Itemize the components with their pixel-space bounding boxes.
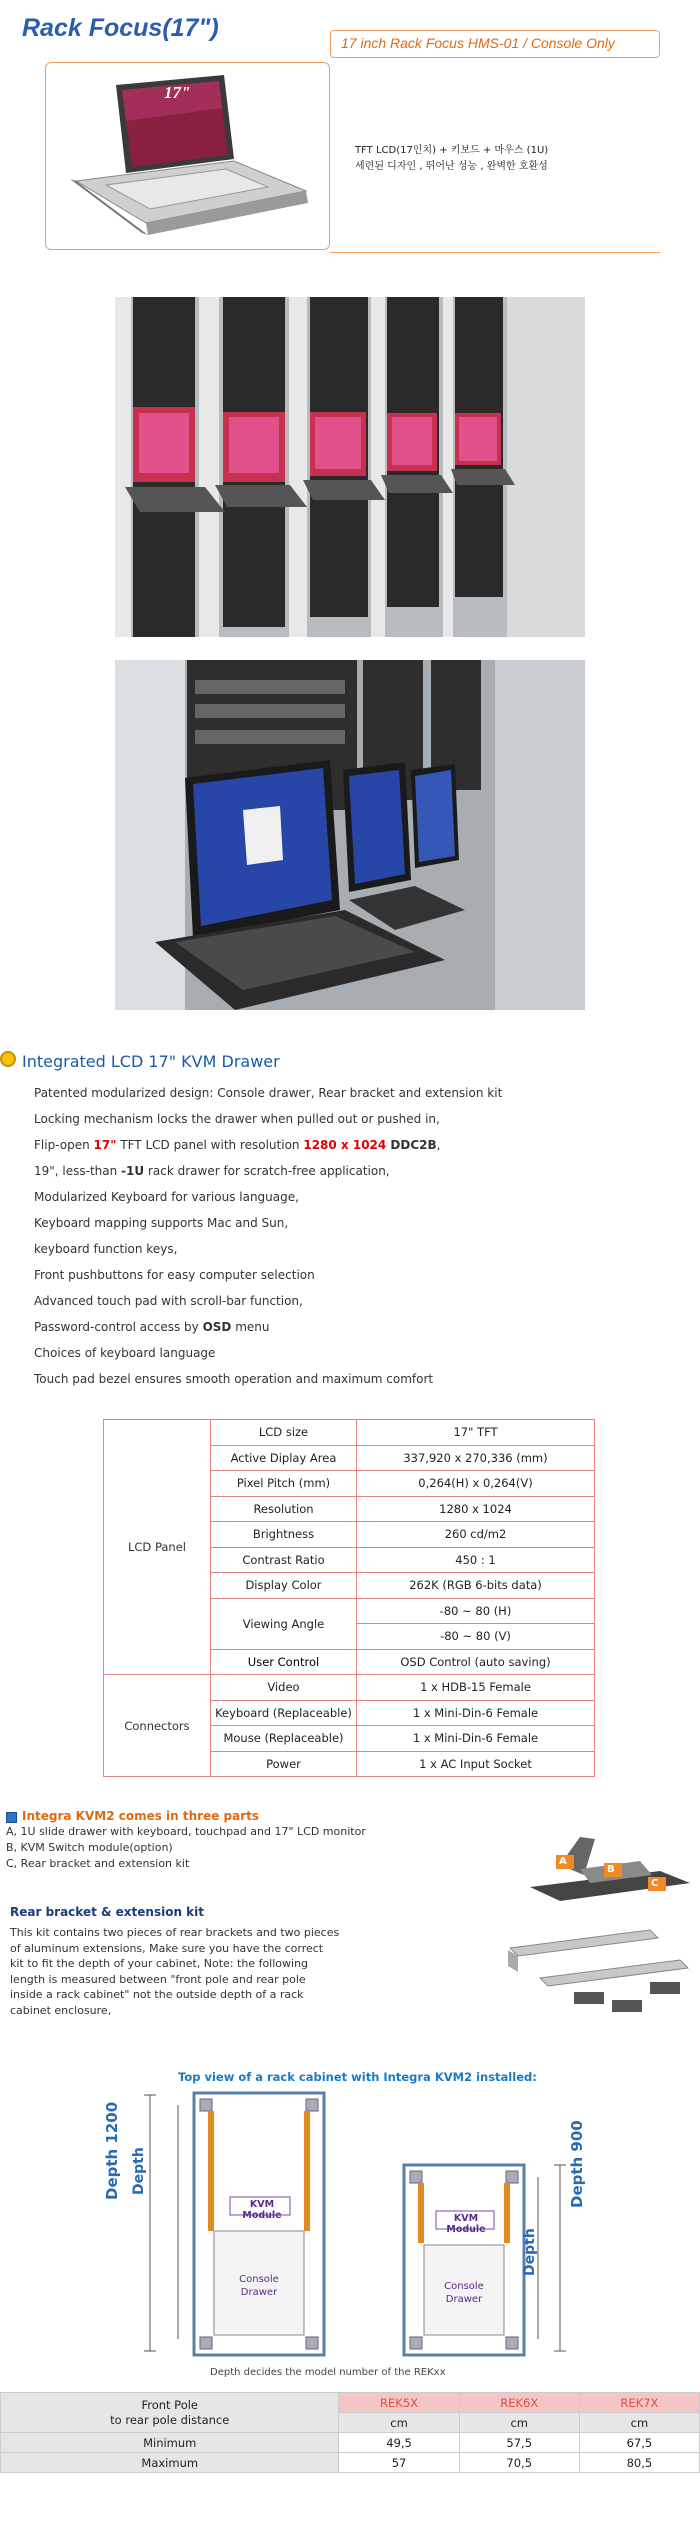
feature-item: Choices of keyboard language	[34, 1346, 216, 1360]
spec-group-label: Connectors	[104, 1675, 211, 1777]
console-drawer-label-left: Console Drawer	[239, 2274, 279, 2298]
table-row	[104, 1675, 595, 1701]
depth-1200-label: Depth 1200	[103, 2101, 121, 2200]
feature-item: Modularized Keyboard for various language,	[34, 1190, 299, 1204]
parts-bullet-icon	[6, 1812, 17, 1823]
rek-value: 67,5	[579, 2433, 699, 2453]
feature-item: Touch pad bezel ensures smooth operation and maximum comfort	[34, 1372, 434, 1386]
spec-label: Pixel Pitch (mm)	[211, 1471, 357, 1497]
spec-label: Brightness	[211, 1522, 357, 1548]
product-desc-line1: TFT LCD(17인치) + 키보드 + 마우스 (1U)	[355, 145, 549, 156]
spec-label: Contrast Ratio	[211, 1547, 357, 1573]
spec-table	[103, 1419, 595, 1777]
spec-value: 1 x Mini-Din-6 Female	[357, 1700, 595, 1726]
spec-label: Resolution	[211, 1496, 357, 1522]
table-row	[1, 2453, 700, 2473]
section-bullet-icon	[0, 1051, 16, 1067]
rek-model: REK7X	[579, 2393, 699, 2413]
diagram-note: Depth decides the model number of the REKxx	[210, 2367, 446, 2378]
model-subtitle: 17 inch Rack Focus HMS-01 / Console Only	[330, 30, 660, 58]
rek-unit: cm	[339, 2413, 459, 2433]
rear-bracket-illustration	[500, 1920, 700, 2030]
feature-item: 19", less-than -1U rack drawer for scratch-free application,	[34, 1164, 390, 1178]
feature-item: keyboard function keys,	[34, 1242, 178, 1256]
rek-value: 70,5	[459, 2453, 579, 2473]
spec-value: 1280 x 1024	[357, 1496, 595, 1522]
spec-label: Video	[211, 1675, 357, 1701]
rack-row-photo	[115, 297, 585, 637]
rek-value: 57	[339, 2453, 459, 2473]
rek-row-label: Minimum	[1, 2433, 339, 2453]
feature-item: Keyboard mapping supports Mac and Sun,	[34, 1216, 289, 1230]
parts-title: Integra KVM2 comes in three parts	[22, 1809, 260, 1823]
rek-value: 57,5	[459, 2433, 579, 2453]
part-label-a: A	[559, 1856, 567, 1867]
spec-value: OSD Control (auto saving)	[357, 1649, 595, 1675]
spec-group-label: LCD Panel	[104, 1420, 211, 1675]
rek-unit: cm	[459, 2413, 579, 2433]
spec-value: 1 x HDB-15 Female	[357, 1675, 595, 1701]
section-title: Integrated LCD 17" KVM Drawer	[22, 1052, 280, 1071]
spec-value: 1 x Mini-Din-6 Female	[357, 1726, 595, 1752]
part-line: C, Rear bracket and extension kit	[6, 1857, 190, 1870]
rear-bracket-text: This kit contains two pieces of rear brackets and two pieces of aluminum extensions, Make sure you have the correct kit to fit the depth of your cabinet, Note: the following length is measured between "front pole and rear pole inside a rack cabinet" not the outside depth of a rack cabinet enclosure,	[10, 1926, 340, 2017]
table-row	[104, 1420, 595, 1446]
page-title: Rack Focus(17")	[22, 14, 219, 42]
part-label-b: B	[607, 1864, 615, 1875]
spec-value: 262K (RGB 6-bits data)	[357, 1573, 595, 1599]
rack-closeup-photo	[115, 660, 585, 1010]
rek-value: 49,5	[339, 2433, 459, 2453]
product-photo-frame	[45, 62, 330, 250]
spec-value: -80 ~ 80 (V)	[357, 1624, 595, 1650]
rek-model: REK5X	[339, 2393, 459, 2413]
spec-label: Active Diplay Area	[211, 1445, 357, 1471]
kvm-module-label-left: KVM Module	[242, 2199, 282, 2221]
spec-value: 450 : 1	[357, 1547, 595, 1573]
depth-left-inner-label: Depth	[131, 2147, 147, 2195]
spec-value: 260 cd/m2	[357, 1522, 595, 1548]
spec-label: Display Color	[211, 1573, 357, 1599]
rek-model-table	[0, 2392, 700, 2473]
product-desc-line2: 세련된 디자인 , 뛰어난 성능 , 완벽한 호환성	[355, 161, 548, 172]
rek-value: 80,5	[579, 2453, 699, 2473]
console-drawer-label-right: Console Drawer	[444, 2281, 484, 2305]
rek-header-label: Front Pole to rear pole distance	[1, 2393, 339, 2433]
diagram-caption: Top view of a rack cabinet with Integra KVM2 installed:	[178, 2070, 537, 2084]
feature-item: Front pushbuttons for easy computer selection	[34, 1268, 315, 1282]
depth-900-label: Depth 900	[568, 2120, 586, 2208]
spec-label: Keyboard (Replaceable)	[211, 1700, 357, 1726]
spec-label: Power	[211, 1751, 357, 1777]
spec-value: 337,920 x 270,336 (mm)	[357, 1445, 595, 1471]
spec-label: Viewing Angle	[211, 1598, 357, 1649]
spec-value: 0,264(H) x 0,264(V)	[357, 1471, 595, 1497]
rek-model: REK6X	[459, 2393, 579, 2413]
feature-item: Advanced touch pad with scroll-bar function,	[34, 1294, 303, 1308]
spec-label: LCD size	[211, 1420, 357, 1446]
depth-right-inner-label: Depth	[522, 2228, 538, 2276]
rear-bracket-title: Rear bracket & extension kit	[10, 1905, 204, 1919]
feature-item: Flip-open 17" TFT LCD panel with resolution 1280 x 1024 DDC2B,	[34, 1138, 441, 1152]
kvm-module-label-right: KVM Module	[446, 2213, 486, 2235]
table-row	[1, 2433, 700, 2453]
spec-value: -80 ~ 80 (H)	[357, 1598, 595, 1624]
part-line: A, 1U slide drawer with keyboard, touchpad and 17" LCD monitor	[6, 1825, 366, 1838]
product-size-badge: 17"	[164, 83, 191, 102]
feature-item: Password-control access by OSD menu	[34, 1320, 270, 1334]
header-divider	[330, 252, 660, 253]
spec-label: User Control	[211, 1649, 357, 1675]
product-description	[355, 143, 548, 175]
table-row	[1, 2393, 700, 2413]
feature-item: Locking mechanism locks the drawer when pulled out or pushed in,	[34, 1112, 440, 1126]
rek-unit: cm	[579, 2413, 699, 2433]
part-line: B, KVM Switch module(option)	[6, 1841, 173, 1854]
spec-value: 17" TFT	[357, 1420, 595, 1446]
spec-value: 1 x AC Input Socket	[357, 1751, 595, 1777]
rek-row-label: Maximum	[1, 2453, 339, 2473]
spec-label: Mouse (Replaceable)	[211, 1726, 357, 1752]
part-label-c: C	[651, 1878, 659, 1889]
rack-top-view-diagram	[130, 2085, 590, 2365]
feature-item: Patented modularized design: Console drawer, Rear bracket and extension kit	[34, 1086, 503, 1100]
